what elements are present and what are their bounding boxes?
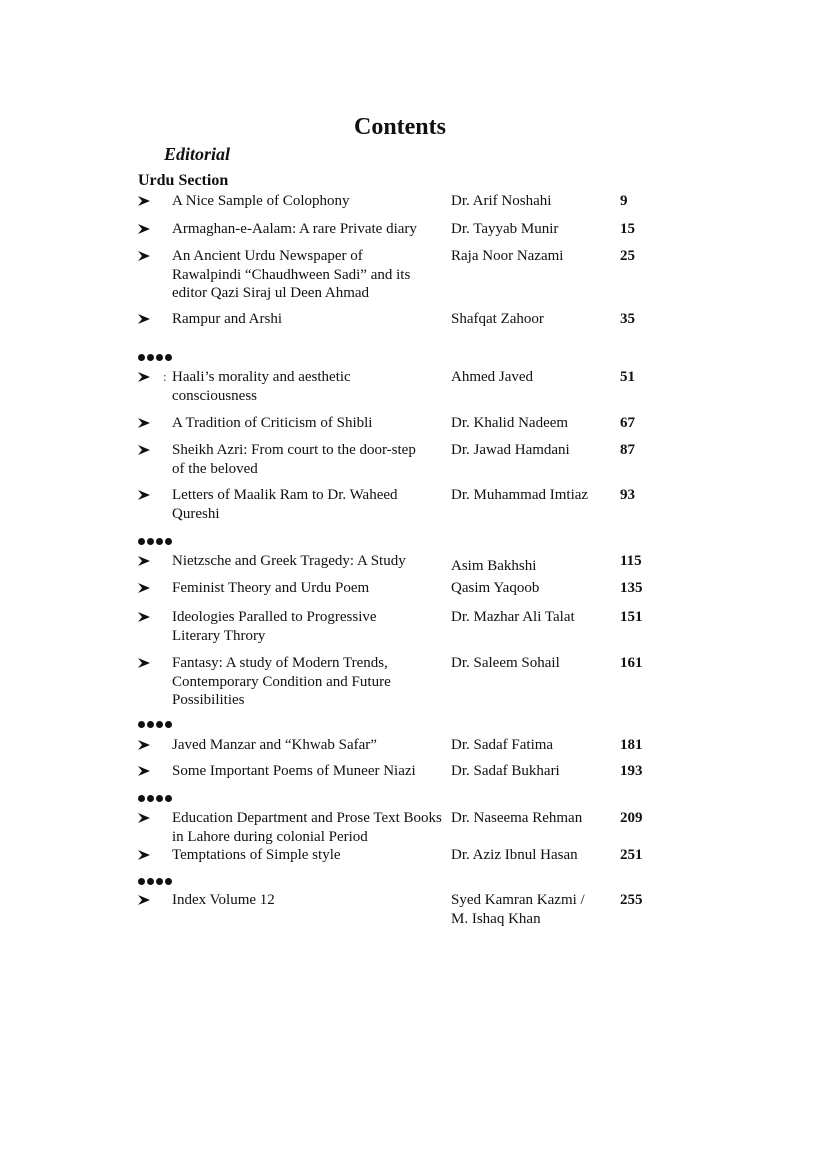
entry-title: Javed Manzar and “Khwab Safar” xyxy=(172,737,377,753)
entry-author: Shafqat Zahoor xyxy=(451,311,544,327)
entry-page: 255 xyxy=(620,892,643,908)
arrow-bullet-icon xyxy=(137,552,157,567)
entry-page: 87 xyxy=(620,442,635,458)
section-separator-dots xyxy=(138,538,172,548)
entry-page: 181 xyxy=(620,737,643,753)
entry-page: 251 xyxy=(620,847,643,863)
arrow-bullet-icon xyxy=(137,846,157,861)
entry-title: A Tradition of Criticism of Shibli xyxy=(172,415,373,431)
arrow-bullet-icon xyxy=(137,891,157,906)
entry-title: Letters of Maalik Ram to Dr. Waheed Qureshi xyxy=(172,487,398,522)
entry-title: Sheikh Azri: From court to the door-step of the beloved xyxy=(172,442,416,477)
arrow-bullet-icon xyxy=(137,192,157,207)
arrow-bullet-icon xyxy=(137,654,157,669)
entry-title: Nietzsche and Greek Tragedy: A Study xyxy=(172,553,406,569)
entry-page: 93 xyxy=(620,487,635,503)
entry-title: Education Department and Prose Text Books in Lahore during colonial Period xyxy=(172,810,442,845)
entry-title: Ideologies Paralled to Progressive Literary Throry xyxy=(172,609,377,644)
entry-author: Dr. Mazhar Ali Talat xyxy=(451,609,575,625)
entry-author: Qasim Yaqoob xyxy=(451,580,540,596)
arrow-bullet-icon xyxy=(137,310,157,325)
entry-author: Dr. Arif Noshahi xyxy=(451,193,552,209)
arrow-bullet-icon xyxy=(137,441,157,456)
entry-title: A Nice Sample of Colophony xyxy=(172,193,350,209)
entry-page: 15 xyxy=(620,221,635,237)
entry-author: Dr. Saleem Sohail xyxy=(451,655,560,671)
entry-title: Rampur and Arshi xyxy=(172,311,282,327)
editorial-heading: Editorial xyxy=(164,144,231,164)
entry-page: 135 xyxy=(620,580,643,596)
section-separator-dots xyxy=(138,795,172,805)
entry-author: Dr. Aziz Ibnul Hasan xyxy=(451,847,578,863)
arrow-bullet-icon xyxy=(137,579,157,594)
arrow-bullet-icon xyxy=(137,247,157,262)
entry-page: 161 xyxy=(620,655,643,671)
entry-page: 193 xyxy=(620,763,643,779)
section-separator-dots xyxy=(138,878,172,888)
entry-page: 9 xyxy=(620,193,628,209)
arrow-bullet-icon xyxy=(137,809,157,824)
entry-page: 51 xyxy=(620,369,635,385)
entry-author: Raja Noor Nazami xyxy=(451,248,564,264)
entry-title: Armaghan-e-Aalam: A rare Private diary xyxy=(172,221,417,237)
entry-author: Dr. Khalid Nadeem xyxy=(451,415,569,431)
entry-page: 115 xyxy=(620,553,642,569)
entry-page: 209 xyxy=(620,810,643,826)
entry-page: 35 xyxy=(620,311,635,327)
entry-title: Fantasy: A study of Modern Trends, Contemporary Condition and Future Possibilities xyxy=(172,655,391,708)
section-separator-dots xyxy=(138,721,172,731)
entry-page: 67 xyxy=(620,415,635,431)
arrow-bullet-icon xyxy=(137,368,157,383)
arrow-bullet-icon xyxy=(137,220,157,235)
arrow-bullet-icon xyxy=(137,736,157,751)
entry-page: 25 xyxy=(620,248,635,264)
entry-title: Index Volume 12 xyxy=(172,892,275,908)
arrow-bullet-icon xyxy=(137,762,157,777)
entry-title: Temptations of Simple style xyxy=(172,847,341,863)
entry-author: Asim Bakhshi xyxy=(451,558,537,574)
entry-author: Syed Kamran Kazmi / M. Ishaq Khan xyxy=(451,892,585,927)
arrow-bullet-icon xyxy=(137,608,157,623)
entry-title: Some Important Poems of Muneer Niazi xyxy=(172,763,416,779)
entry-author: Dr. Tayyab Munir xyxy=(451,221,559,237)
entry-author: Ahmed Javed xyxy=(451,369,534,385)
page-title: Contents xyxy=(353,114,446,140)
entry-author: Dr. Muhammad Imtiaz xyxy=(451,487,589,503)
entry-author: Dr. Sadaf Fatima xyxy=(451,737,554,753)
entry-author: Dr. Sadaf Bukhari xyxy=(451,763,560,779)
entry-author: Dr. Naseema Rehman xyxy=(451,810,583,826)
entry-title: Feminist Theory and Urdu Poem xyxy=(172,580,370,596)
entry-page: 151 xyxy=(620,609,643,625)
entry-title: Haali’s morality and aesthetic consciousness xyxy=(172,369,351,404)
section-heading: Urdu Section xyxy=(138,172,229,189)
entry-author: Dr. Jawad Hamdani xyxy=(451,442,570,458)
arrow-bullet-icon xyxy=(137,414,157,429)
arrow-bullet-icon xyxy=(137,486,157,501)
section-separator-dots xyxy=(138,354,172,364)
stray-mark: : xyxy=(163,369,167,384)
entry-title: An Ancient Urdu Newspaper of Rawalpindi “Chaudhween Sadi” and its editor Qazi Siraj ul Deen Ahmad xyxy=(172,248,411,301)
